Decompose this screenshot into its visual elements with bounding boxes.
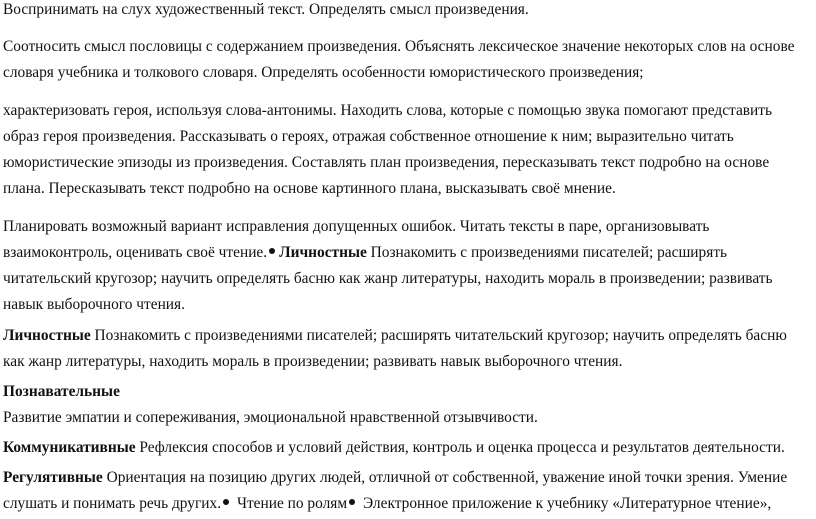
text-line [3, 127, 734, 147]
text-line [3, 352, 622, 372]
text: навык выборочного чтения. [3, 296, 185, 313]
text: читательский кругозор; научить определять басню как жанр литературы, находить мораль в произведении; развивать [3, 270, 773, 287]
text-line [3, 217, 709, 237]
text-line [3, 243, 727, 263]
text: Электронное приложение к учебнику «Литературное чтение», [359, 495, 772, 512]
section-label: Коммуникативные [3, 439, 136, 456]
bullet-icon [223, 499, 229, 505]
text-line [3, 494, 771, 514]
text-line [3, 468, 787, 488]
text: Воспринимать на слух художественный текст. Определять смысл произведения. [3, 1, 529, 18]
text-line [3, 179, 616, 199]
text: плана. Пересказывать текст подробно на основе картинного плана, высказывать своё мнение. [3, 180, 616, 197]
text: взаимоконтроль, оценивать своё чтение. [3, 244, 268, 261]
text: Планировать возможный вариант исправления допущенных ошибок. Читать тексты в паре, организовывать [3, 218, 710, 235]
section-label: Регулятивные [3, 469, 103, 486]
text-line [3, 269, 773, 289]
text: Познакомить с произведениями писателей; расширять читательский кругозор; научить определять басню [90, 327, 787, 344]
text-line [3, 438, 785, 458]
text: юмористические эпизоды из произведения. Составлять план произведения, пересказывать текст подробно на основе [3, 154, 770, 171]
text-line [3, 101, 772, 121]
text: Рефлексия способов и условий действия, контроль и оценка процесса и результатов деятельности. [135, 439, 785, 456]
bullet-icon [349, 499, 355, 505]
text-line [3, 63, 644, 83]
bullet-icon [269, 248, 275, 254]
text-line [3, 37, 794, 57]
text: образ героя произведения. Рассказывать о героях, отражая собственное отношение к ним; выразительно читать [3, 128, 734, 145]
section-label: Личностные [3, 327, 91, 344]
text: характеризовать героя, используя слова-антонимы. Находить слова, которые с помощью звука помогают представить [3, 102, 773, 119]
text: Соотносить смысл пословицы с содержанием произведения. Объяснять лексическое значение некоторых слов на основе [3, 38, 795, 55]
text: Развитие эмпатии и сопереживания, эмоциональной нравственной отзывчивости. [3, 409, 538, 426]
text: словаря учебника и толкового словаря. Определять особенности юмористического произведения; [3, 64, 644, 81]
section-heading: Познавательные [3, 383, 120, 400]
section-label: Личностные [279, 244, 367, 261]
text: Ориентация на позицию других людей, отличной от собственной, уважение иной точки зрения. Умение [102, 469, 788, 486]
text: как жанр литературы, находить мораль в произведении; развивать навык выборочного чтения. [3, 353, 623, 370]
text: Чтение по ролям [233, 495, 348, 512]
text-line [3, 153, 769, 173]
text-line [3, 408, 538, 428]
text-line [3, 326, 787, 346]
text-line [3, 295, 185, 315]
text-line [3, 0, 529, 20]
text: Познакомить с произведениями писателей; расширять [366, 244, 728, 261]
text: слушать и понимать речь других. [3, 495, 222, 512]
text-line [3, 382, 120, 402]
